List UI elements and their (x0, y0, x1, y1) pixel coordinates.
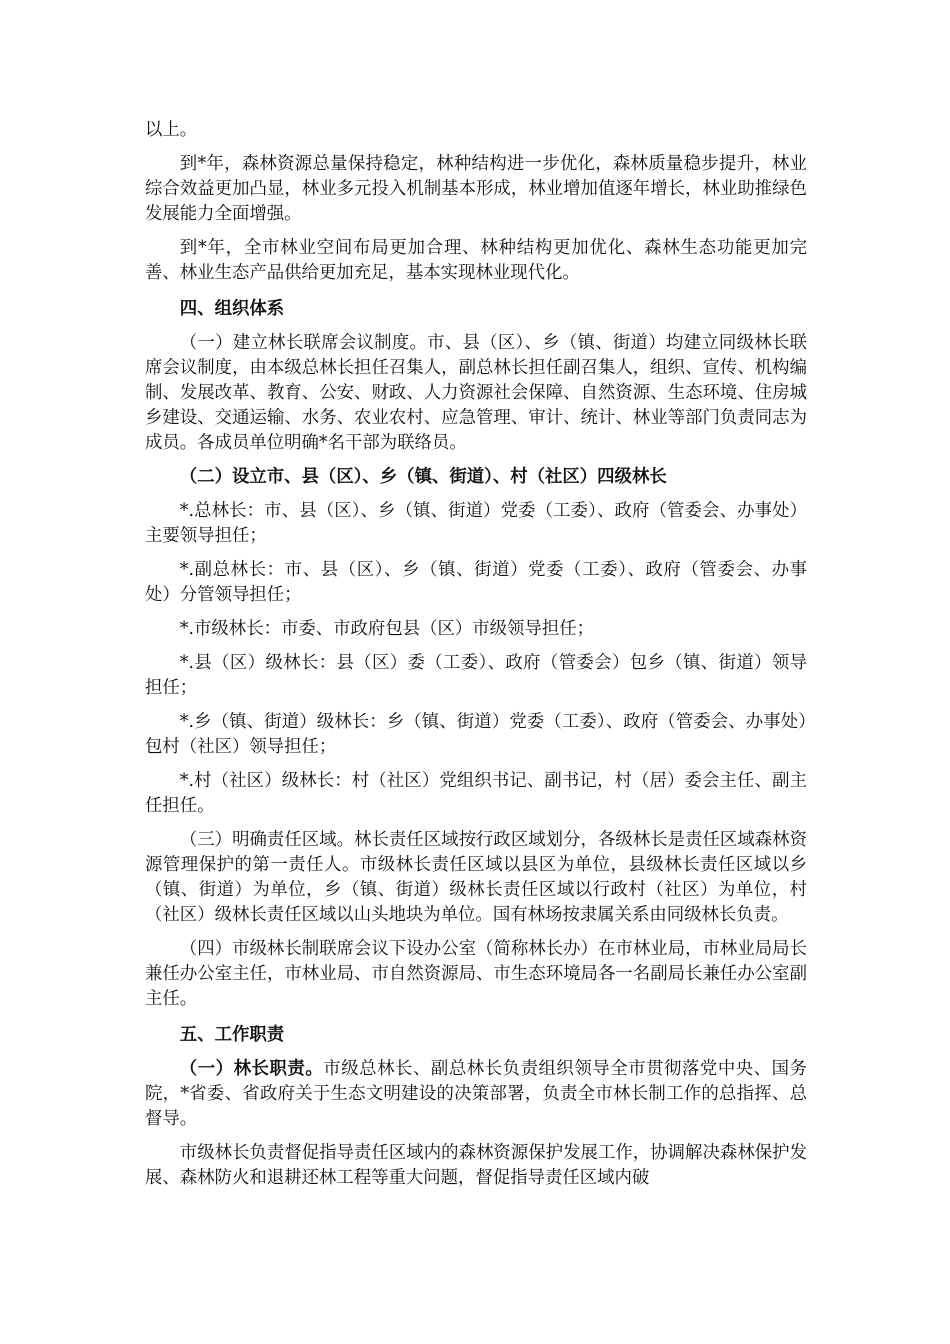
list-item-deputy-chief: *.副总林长：市、县（区）、乡（镇、街道）党委（工委）、政府（管委会、办事处）分管领导担任； (145, 560, 807, 605)
paragraph-goal-1: 到*年，森林资源总量保持稳定，林种结构进一步优化，森林质量稳步提升，林业综合效益更加凸显，林业多元投入机制基本形成，林业增加值逐年增长，林业助推绿色发展能力全面增强。 (145, 154, 807, 224)
paragraph-responsibility-area: （三）明确责任区域。林长责任区域按行政区域划分，各级林长是责任区域森林资源管理保护的第一责任人。市级林长责任区域以县区为单位，县级林长责任区域以乡（镇、街道）为单位，乡（镇、街道）级林长责任区域以行政村（社区）为单位，村（社区）级林长责任区域以山头地块为单位。国有林场按隶属关系由同级林长负责。 (145, 830, 807, 925)
paragraph-office: （四）市级林长制联席会议下设办公室（简称林长办）在市林业局，市林业局局长兼任办公室主任，市林业局、市自然资源局、市生态环境局各一名副局长兼任办公室副主任。 (145, 939, 807, 1009)
list-item-township-level: *.乡（镇、街道）级林长：乡（镇、街道）党委（工委）、政府（管委会、办事处）包村（社区）领导担任； (145, 712, 807, 757)
list-item-village-level: *.村（社区）级林长：村（社区）党组织书记、副书记，村（居）委会主任、副主任担任。 (145, 771, 807, 816)
list-item-chief: *.总林长：市、县（区）、乡（镇、街道）党委（工委）、政府（管委会、办事处）主要领导担任； (145, 501, 807, 546)
list-item-city-level: *.市级林长：市委、市政府包县（区）市级领导担任； (179, 619, 595, 639)
section-heading-duties: 五、工作职责 (179, 1025, 285, 1045)
paragraph-joint-meeting: （一）建立林长联席会议制度。市、县（区）、乡（镇、街道）均建立同级林长联席会议制度，由本级总林长担任召集人，副总林长担任副召集人，组织、宣传、机构编制、发展改革、教育、公安、财政、人力资源社会保障、自然资源、生态环境、住房城乡建设、交通运输、水务、农业农村、应急管理、审计、统计、林业等部门负责同志为成员。各成员单位明确*名干部为联络员。 (145, 333, 807, 453)
subsection-heading-four-levels: （二）设立市、县（区）、乡（镇、街道）、村（社区）四级林长 (179, 467, 667, 487)
section-heading-organization: 四、组织体系 (179, 299, 285, 319)
paragraph-city-chief-duties: 市级林长负责督促指导责任区域内的森林资源保护发展工作，协调解决森林保护发展、森林防火和退耕还林工程等重大问题，督促指导责任区域内破 (145, 1143, 807, 1188)
paragraph-continuation: 以上。 (145, 120, 198, 140)
paragraph-chief-duties (145, 1057, 807, 1132)
list-item-county-level: *.县（区）级林长：县（区）委（工委）、政府（管委会）包乡（镇、街道）领导担任； (145, 653, 807, 698)
paragraph-chief-duties-body: 市级总林长、副总林长负责组织领导全市贯彻落党中央、国务院，*省委、省政府关于生态文明建设的决策部署，负责全市林长制工作的总指挥、总督导。 (145, 1059, 807, 1129)
paragraph-goal-2: 到*年，全市林业空间布局更加合理、林种结构更加优化、森林生态功能更加完善、林业生态产品供给更加充足，基本实现林业现代化。 (145, 238, 807, 283)
paragraph-chief-duties-lead: （一）林长职责。 (179, 1059, 324, 1079)
document-page (145, 118, 807, 1191)
